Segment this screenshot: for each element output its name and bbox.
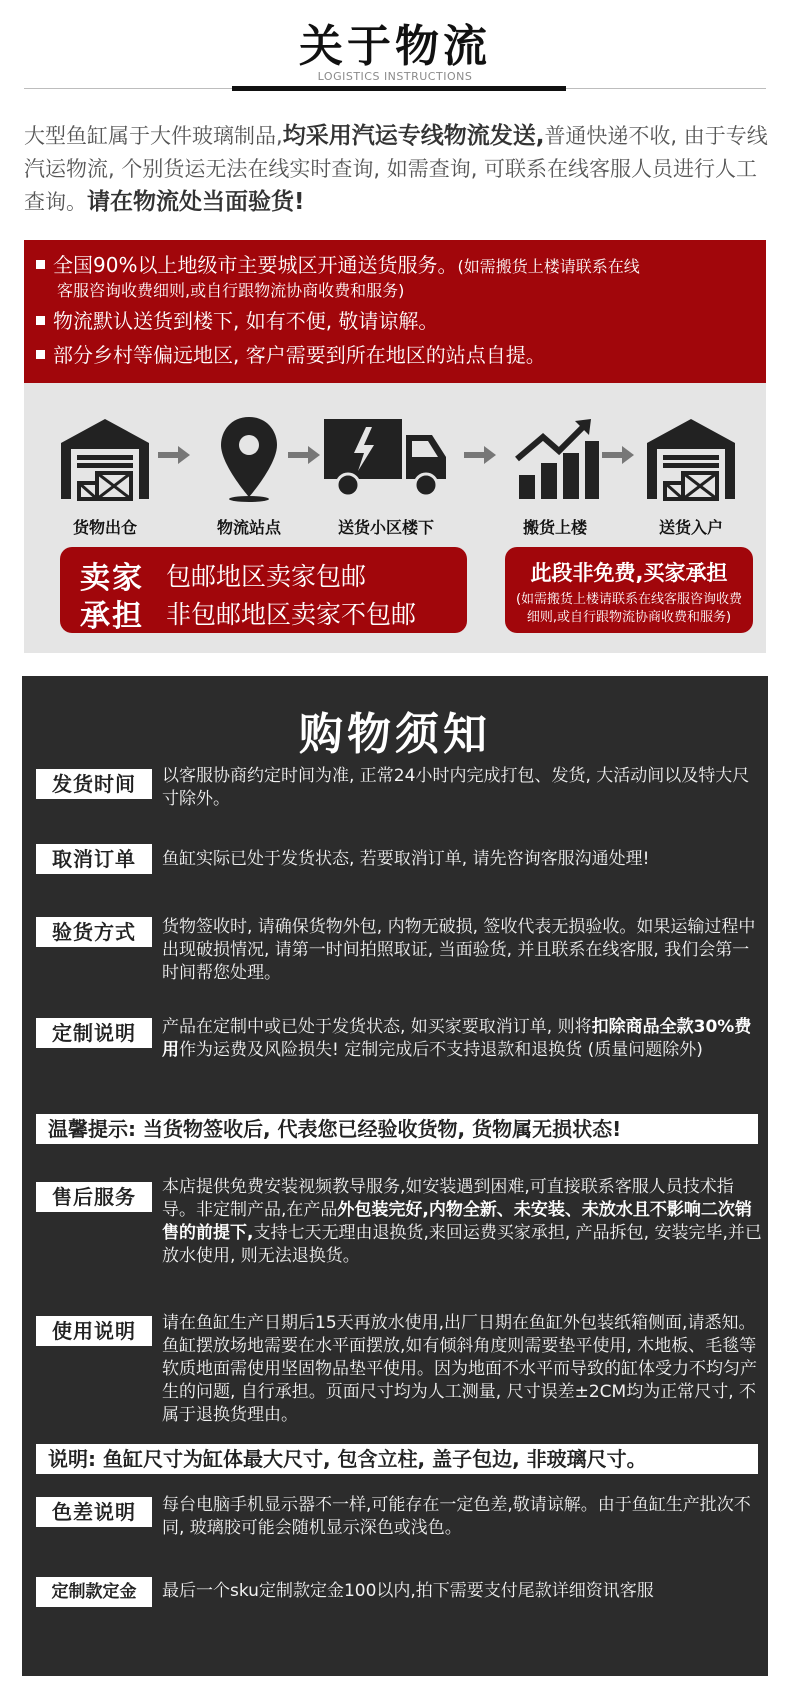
bullet-icon <box>36 350 45 359</box>
header-accent-bar <box>232 86 566 91</box>
section-tag-deposit: 定制款定金 <box>36 1577 152 1607</box>
flow-step-carry-upstairs <box>500 413 610 537</box>
section-text-deposit: 最后一个sku定制款定金100以内,拍下需要支付尾款详细资讯客服 <box>162 1581 654 1601</box>
logistics-intro <box>24 120 772 219</box>
logistics-subtitle: LOGISTICS INSTRUCTIONS <box>317 70 473 83</box>
shopping-notice-section <box>22 676 768 1676</box>
custom-text-c: 作为运费及风险损失! 定制完成后不支持退款和退换货 (质量问题除外) <box>179 1040 703 1060</box>
notice-line-1-note-cont: 客服咨询收费细则,或自行跟物流协商收费和服务) <box>57 281 405 300</box>
arrow-right-icon <box>156 443 192 471</box>
size-note-banner: 说明: 鱼缸尺寸为缸体最大尺寸, 包含立柱, 盖子包边, 非玻璃尺寸。 <box>36 1444 758 1474</box>
buyer-responsibility-box <box>505 547 753 633</box>
section-tag-custom: 定制说明 <box>36 1018 152 1048</box>
flow-step-warehouse-out <box>50 413 160 537</box>
section-tag-color-diff: 色差说明 <box>36 1497 152 1527</box>
warehouse-icon <box>57 413 153 503</box>
flow-step-delivery-home <box>636 413 746 537</box>
section-tag-usage: 使用说明 <box>36 1316 152 1346</box>
notice-line-2 <box>36 308 438 334</box>
section-text-after-sales <box>162 1176 762 1268</box>
seller-line-2: 非包邮地区卖家不包邮 <box>166 600 417 629</box>
bullet-icon <box>36 260 45 269</box>
shopping-title: 购物须知 <box>299 709 491 760</box>
seller-label-2: 承担 <box>80 599 144 634</box>
section-text-cancel-order: 鱼缸实际已处于发货状态, 若要取消订单, 请先咨询客服沟通处理! <box>162 849 650 869</box>
custom-text-a: 产品在定制中或已处于发货状态, 如买家要取消订单, 则将 <box>162 1017 592 1037</box>
flow-step-label: 货物出仓 <box>72 518 137 537</box>
stairs-chart-icon <box>507 413 603 503</box>
arrow-right-icon <box>286 443 322 471</box>
after-sales-text-bold: 外包装完好,内物全新、未安装、未放水且不影响二次销售的前提下, <box>162 1200 752 1243</box>
buyer-title: 此段非免费,买家承担 <box>530 561 728 585</box>
seller-line-1: 包邮地区卖家包邮 <box>166 562 367 591</box>
section-tag-after-sales: 售后服务 <box>36 1182 152 1212</box>
reminder-banner: 温馨提示: 当货物签收后, 代表您已经验收货物, 货物属无损状态! <box>36 1114 758 1144</box>
section-tag-shipping-time: 发货时间 <box>36 769 152 799</box>
section-tag-inspection: 验货方式 <box>36 917 152 947</box>
intro-bold-1: 均采用汽运专线物流发送, <box>282 123 545 149</box>
section-text-usage: 请在鱼缸生产日期后15天再放水使用,出厂日期在鱼缸外包装纸箱侧面,请悉知。鱼缸摆放场地需要在水平面摆放,如有倾斜角度则需要垫平使用, 木地板、毛毯等软质地面需使用坚固物品垫平使用。因为地面不水平而导致的缸体受力不均匀产生的问题, 自行承担。页面尺寸均为人工测量, 尺寸误差±2CM均为正常尺寸, 不属于退换货理由。 <box>162 1313 757 1425</box>
delivery-flow <box>24 383 766 653</box>
flow-step-label: 送货小区楼下 <box>337 518 434 537</box>
custom-text-bold: 扣除商品全款30%费用 <box>162 1017 752 1060</box>
warehouse-icon <box>643 413 739 503</box>
flow-step-label: 搬货上楼 <box>522 518 587 537</box>
seller-responsibility-box <box>60 547 467 633</box>
section-text-shipping-time: 以客服协商约定时间为准, 正常24小时内完成打包、发货, 大活动间以及特大尺寸除外。 <box>162 766 750 809</box>
flow-step-label: 物流站点 <box>216 518 281 537</box>
section-tag-cancel-order: 取消订单 <box>36 844 152 874</box>
section-text-custom <box>162 1016 762 1062</box>
after-sales-text-a: 本店提供免费安装视频教导服务,如安装遇到困难,可直接联系客服人员技术指导。非定制产品,在产品 <box>162 1177 734 1220</box>
delivery-notice-box <box>24 240 766 383</box>
flow-step-label: 送货入户 <box>658 518 723 537</box>
after-sales-text-c: 支持七天无理由退换货,来回运费买家承担, 产品拆包, 安装完毕,并已放水使用, 则无法退换货。 <box>162 1223 762 1266</box>
arrow-right-icon <box>462 443 498 471</box>
notice-line-3-text: 部分乡村等偏远地区, 客户需要到所在地区的站点自提。 <box>53 343 546 367</box>
buyer-note: (如需搬货上楼请联系在线客服咨询收费细则,或自行跟物流协商收费和服务) <box>515 592 743 625</box>
notice-line-2-text: 物流默认送货到楼下, 如有不便, 敬请谅解。 <box>53 309 439 333</box>
notice-line-3 <box>36 342 546 368</box>
arrow-right-icon <box>600 443 636 471</box>
intro-text-2: 普通快递不收, 由于专线汽运物流, 个别货运无法在线实时查询, 如需查询, 可联系在线客服人员进行人工查询。 <box>24 124 768 214</box>
section-text-inspection: 货物签收时, 请确保货物外包, 内物无破损, 签收代表无损验收。如果运输过程中出现破损情况, 请第一时间拍照取证, 当面验货, 并且联系在线客服, 我们会第一时间帮您处理。 <box>162 917 756 983</box>
location-pin-icon <box>201 413 297 503</box>
section-text-color-diff: 每台电脑手机显示器不一样,可能存在一定色差,敬请谅解。由于鱼缸生产批次不同, 玻璃胶可能会随机显示深色或浅色。 <box>162 1495 751 1538</box>
bullet-icon <box>36 316 45 325</box>
flow-step-delivery-downstairs <box>320 413 452 537</box>
notice-line-1 <box>36 252 640 280</box>
intro-bold-2: 请在物流处当面验货! <box>87 189 305 215</box>
logistics-title: 关于物流 <box>299 21 491 72</box>
notice-line-1-note: (如需搬货上楼请联系在线 <box>457 257 640 276</box>
notice-line-1-text: 全国90%以上地级市主要城区开通送货服务。 <box>53 253 458 277</box>
delivery-truck-icon <box>320 413 452 503</box>
intro-text-1: 大型鱼缸属于大件玻璃制品, <box>24 124 283 148</box>
seller-label-1: 卖家 <box>80 561 144 596</box>
